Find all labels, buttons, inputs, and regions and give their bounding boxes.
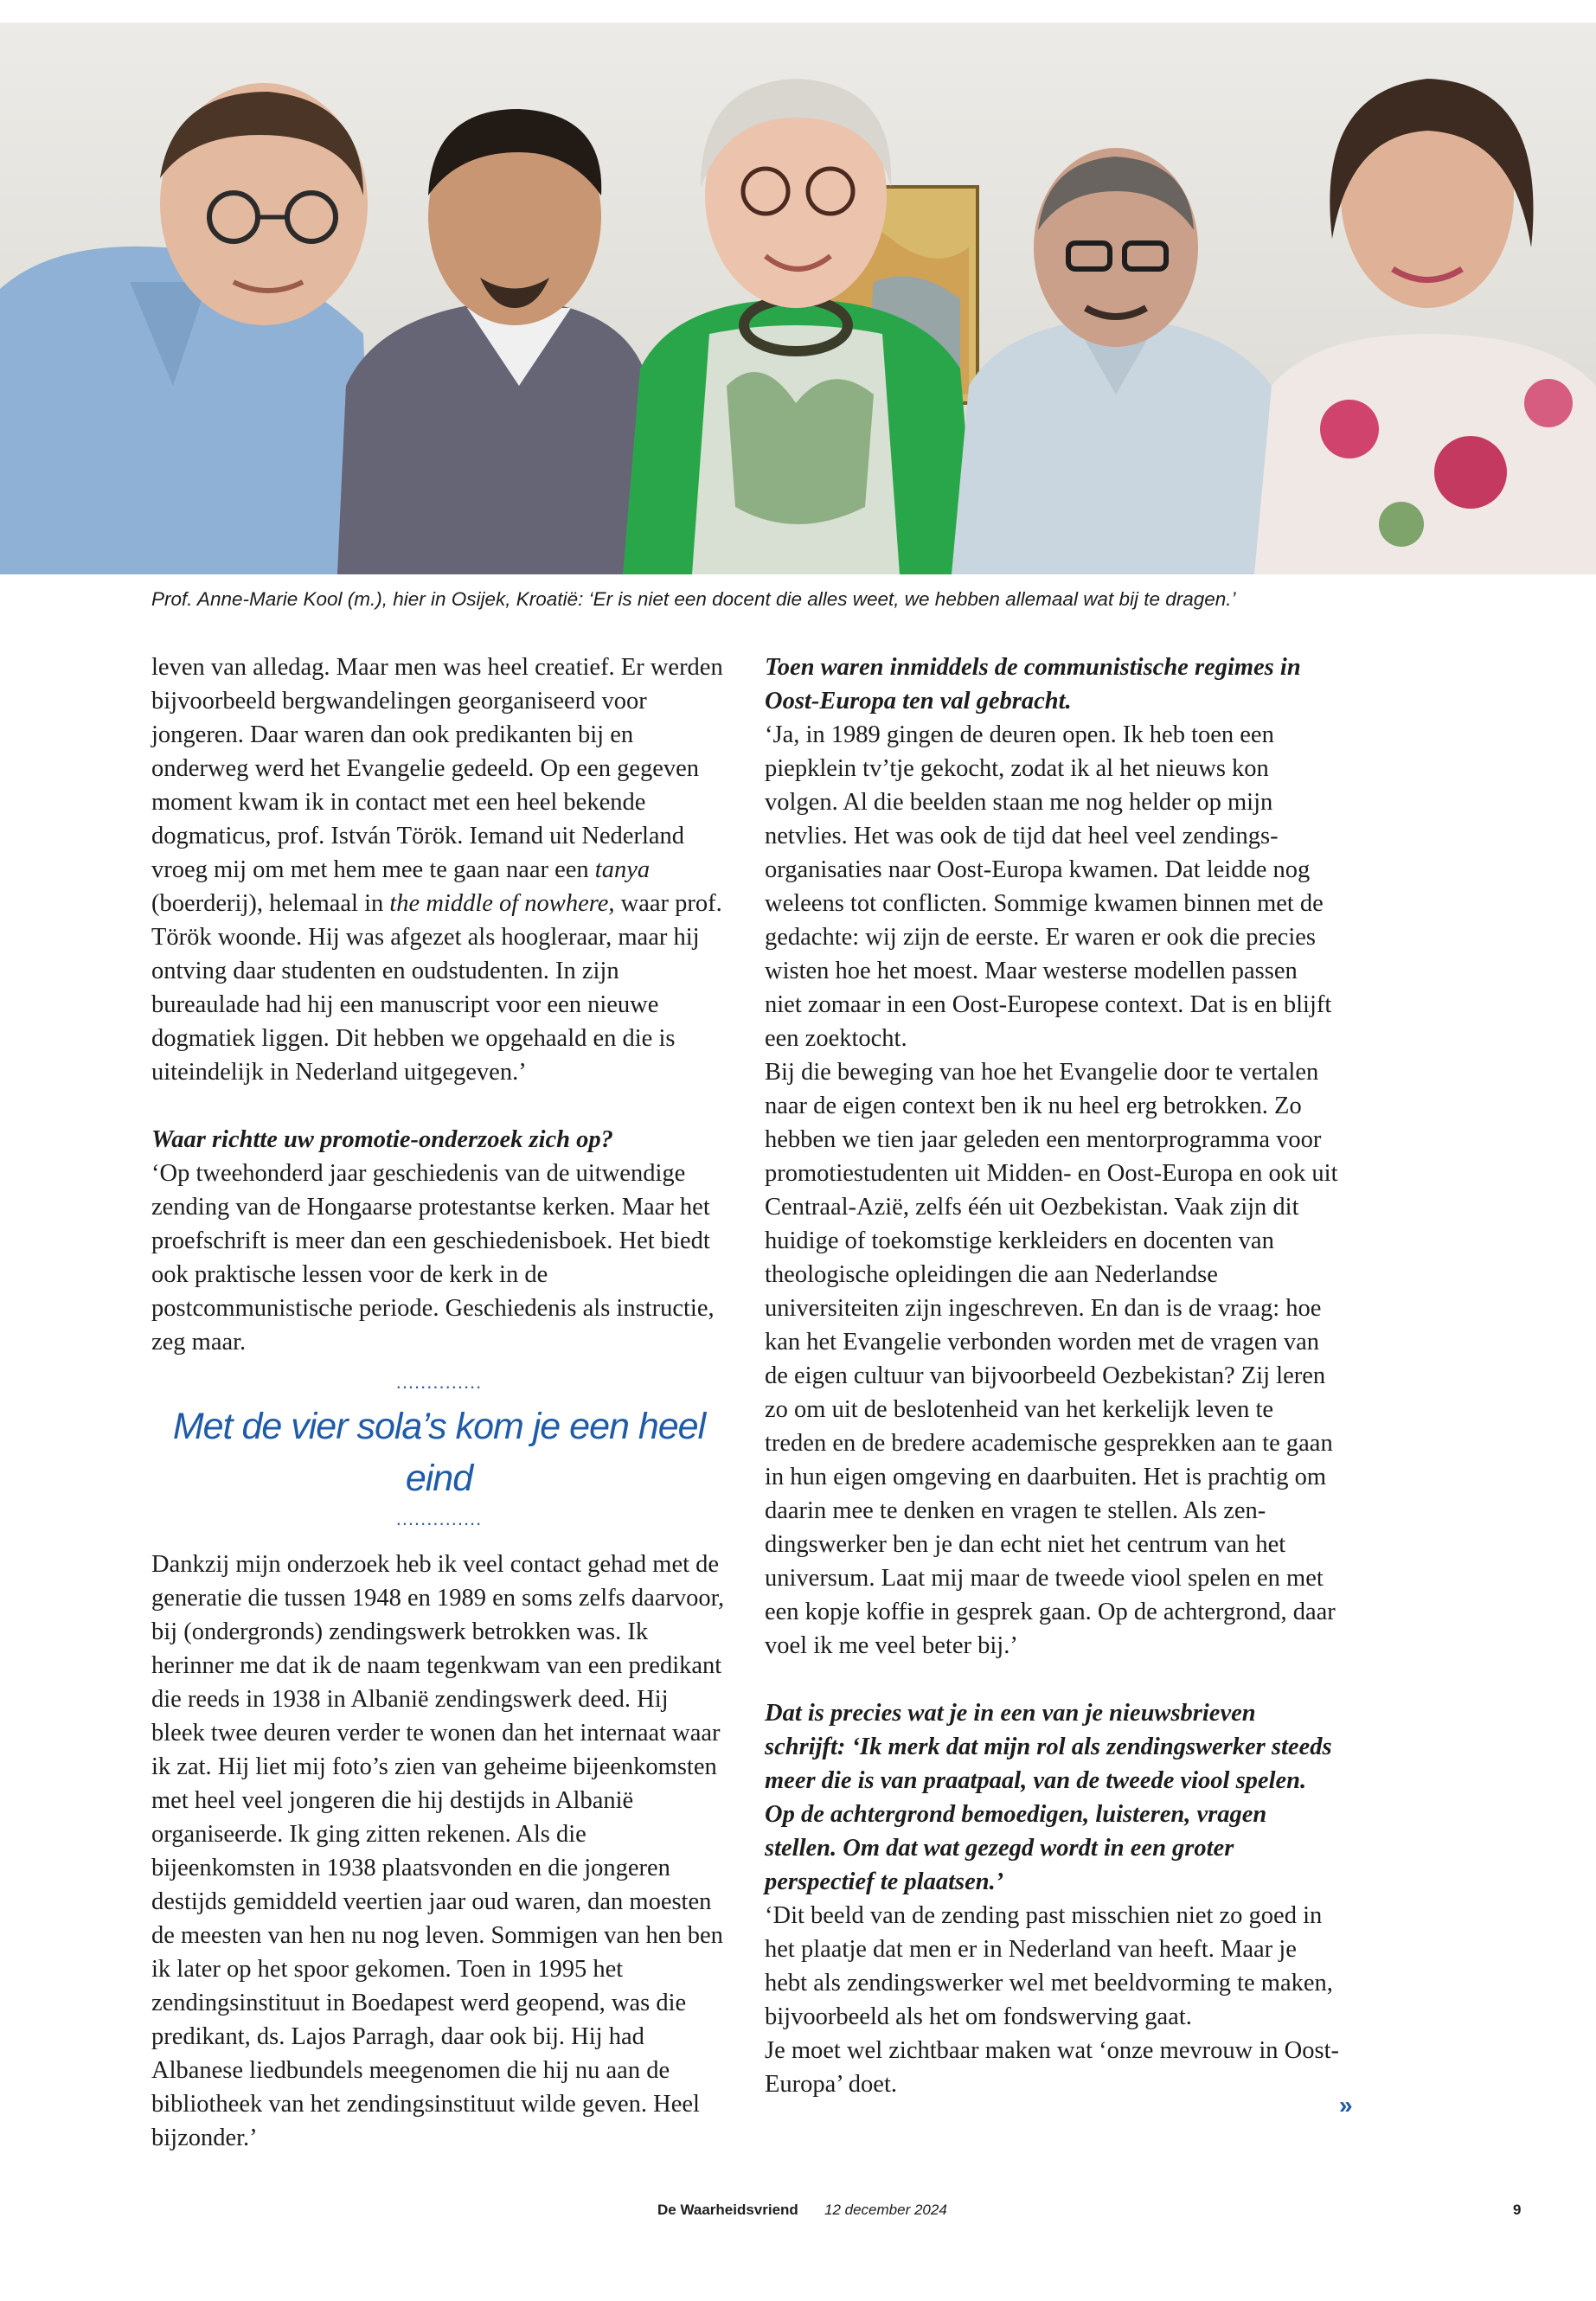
pull-quote-divider-bottom: .............. xyxy=(395,1508,483,1529)
page-number: 9 xyxy=(1513,2202,1522,2218)
paragraph-3: Dankzij mijn onderzoek heb ik veel contact gehad met de generatie die tussen 1948 en 1989 en soms zelfs daarvoor, bij (ondergronds) zendingswerk betrokken was. Ik herinner me dat ik de naam tegenkwam van een predikant die reeds in 1938 in Albanië zendingswerk deed. Hij bleek twee deuren verder te wonen dan het internaat waar ik zat. Hij liet mij foto’s zien van geheime bijeenkomsten met heel veel jongeren die hij destijds in Albanië organiseerde. Ik ging zitten rekenen. Als die bijeenkomsten in 1938 plaatsvonden en die jongeren destijds gemiddeld veertien jaar oud waren, dan moesten de meesten van hen nu nog leven. Sommigen van hen ben ik later op het spoor gekomen. Toen in 1995 het zendingsinstituut in Boedapest werd geopend, was die predikant, ds. Lajos Parragh, daar ook bij. Hij had Albanese liedbundels meegenomen die hij nu aan de bibliotheek van het zendingsinstituut wilde geven. Heel bijzonder.’ xyxy=(151,1551,725,2151)
paragraph-4: ‘Ja, in 1989 gingen de deuren open. Ik heb toen een piepklein tv’tje gekocht, zodat ik al het nieuws kon volgen. Al die beelden staan me nog helder op mijn netvlies. Het was ook de tijd dat heel veel zendingsorganisaties naar Oost-Europa kwamen. Dat leidde nog weleens tot conflicten. Sommige kwamen binnen met de gedachte: wij zijn de eerste. Er waren er ook die precies wisten hoe het moest. Maar westerse modellen passen niet zomaar in een Oost-Europese context. Dat is en blijft een zoektocht. xyxy=(765,721,1332,1052)
right-column xyxy=(765,651,1340,2101)
issue-date: 12 december 2024 xyxy=(824,2202,947,2218)
pull-quote-divider-top: .............. xyxy=(395,1371,483,1393)
paragraph-7: Je moet wel zichtbaar maken wat ‘onze mevrouw in Oost-Europa’ doet. xyxy=(765,2037,1339,2098)
paragraph-5: Bij die beweging van hoe het Evangelie door te vertalen naar de eigen context ben ik nu heel erg betrokken. Zo hebben we tien jaar geleden een mentorprogramma voor promotiestudenten uit Midden- en Oost-Europa en ook uit Centraal-Azië, zelfs één uit Oezbekistan. Vaak zijn dit huidige of toekomstige kerkleiders en docenten van theologische opleidingen die aan Nederlandse universiteiten zijn ingeschreven. En dan is de vraag: hoe kan het Evangelie verbonden worden met de vragen van de eigen cultuur van bijvoorbeeld Oezbekistan? Zij leren zo om uit de beslotenheid van het kerkelijk leven te treden en de bredere academische gesprekken aan te gaan in hun eigen omgeving en daarbuiten. Het is prachtig om daarin mee te denken en vragen te stellen. Als zendingswerker ben je dan echt niet het centrum van het universum. Laat mij maar de tweede viool spelen en met een kopje koffie in gesprek gaan. Op de achtergrond, daar voel ik me veel beter bij.’ xyxy=(765,1059,1338,1659)
interview-question: Toen waren inmiddels de communistische regimes in Oost-Europa ten val gebracht. xyxy=(765,654,1301,715)
magazine-name: De Waarheidsvriend xyxy=(657,2202,798,2218)
group-photo-icon xyxy=(0,22,1596,574)
paragraph-2: ‘Op tweehonderd jaar geschiedenis van de uitwendige zending van de Hongaarse protestantse kerken. Maar het proefschrift is meer dan een geschiedenisboek. Het biedt ook praktische lessen voor de kerk in de postcommunistische periode. Geschiedenis als instructie, zeg maar. xyxy=(151,1160,715,1356)
photo-caption: Prof. Anne-Marie Kool (m.), hier in Osijek, Kroatië: ‘Er is niet een docent die alles weet, we hebben allemaal wat bij te dragen.’ xyxy=(151,588,1236,610)
pull-quote xyxy=(151,1371,727,1530)
continue-arrow-icon: » xyxy=(1339,2092,1353,2118)
group-photo xyxy=(0,22,1596,574)
interview-question: Dat is precies wat je in een van je nieuwsbrieven schrijft: ‘Ik merk dat mijn rol als zendingswerker steeds meer die is van praatpaal, van de tweede viool spelen. Op de achtergrond bemoedigen, luisteren, vragen stellen. Om dat wat gezegd wordt in een groter perspectief te plaatsen.’ xyxy=(765,1700,1332,1895)
page-footer xyxy=(0,2202,1596,2227)
paragraph-6: ‘Dit beeld van de zending past misschien niet zo goed in het plaatje dat men er in Nederland van heeft. Maar je hebt als zendingswerker wel met beeldvorming te maken, bijvoorbeeld als het om fondswerving gaat. xyxy=(765,1902,1333,2030)
paragraph-1: leven van alledag. Maar men was heel creatief. Er werden bijvoorbeeld bergwandelingen georganiseerd voor jongeren. Daar waren dan ook predikanten bij en onderweg werd het Evangelie gedeeld. Op een gegeven moment kwam ik in contact met een heel bekende dogmaticus, prof. István Török. Iemand uit Nederland vroeg mij om met hem mee te gaan naar een tanya (boerderij), helemaal in the middle of nowhere, waar prof. Török woonde. Hij was afgezet als hoogleraar, maar hij ontving daar studenten en oudstudenten. In zijn bureaulade had hij een manuscript voor een nieuwe dogmatiek liggen. Dit hebben we opgehaald en die is uiteindelijk in Nederland uitgegeven.’ xyxy=(151,654,723,1086)
pull-quote-text: Met de vier sola’s kom je een heel eind xyxy=(172,1406,706,1499)
interview-question: Waar richtte uw promotie-onderzoek zich op? xyxy=(151,1126,613,1153)
left-column xyxy=(151,651,727,2155)
